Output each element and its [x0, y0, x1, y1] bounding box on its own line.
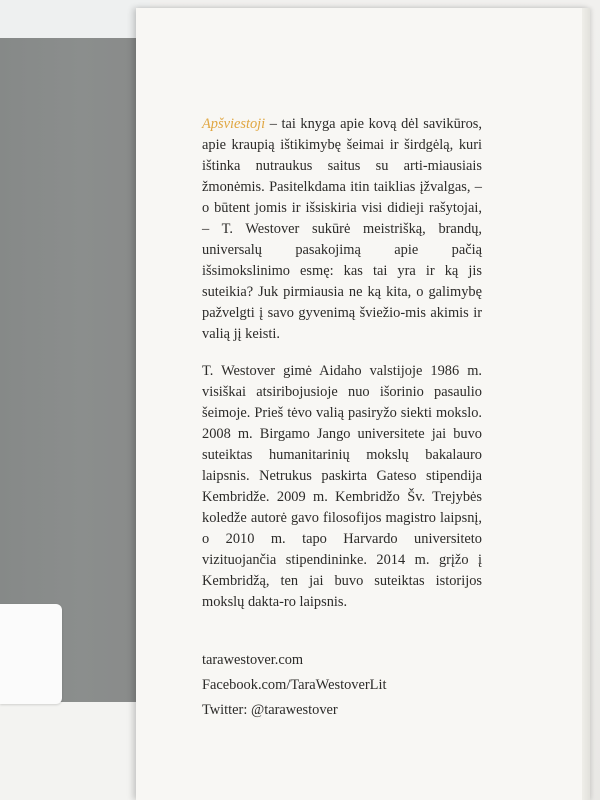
- author-bio-paragraph: T. Westover gimė Aidaho valstijoje 1986 m. visiškai atsiribojusioje nuo išorinio pasaulio šeimoje. Prieš tėvo valią pasiryžo siekti mokslo. 2008 m. Birgamo Jango universitete jai buvo suteiktas humanitarinių mokslų bakalauro laipsnis. Netrukus paskirta Gateso stipendija Kembridže. 2009 m. Kembridžo Šv. Trejybės koledže autorė gavo filosofijos magistro laipsnį, o 2010 m. tapo Harvardo universiteto vizituojančia stipendininke. 2014 m. grįžo į Kembridžą, ten jai buvo suteiktas istorijos mokslų dakta-ro laipsnis.: [202, 363, 482, 610]
- book-title: Apšviestoji: [202, 116, 266, 132]
- white-tab: [0, 604, 62, 704]
- twitter-link: Twitter: @tarawestover: [202, 702, 338, 718]
- table-surface: [0, 702, 140, 800]
- blurb-column: [202, 114, 482, 613]
- author-links: [202, 648, 386, 723]
- facebook-link: Facebook.com/TaraWestoverLit: [202, 677, 387, 693]
- blurb-text: – tai knyga apie kovą dėl savikūros, apie kraupią ištikimybę šeimai ir širdgėlą, kuri ištinka nutraukus saitus su arti-miausiais žmonėmis. Pasitelkdama itin taiklias įžvalgas, – o būtent jomis ir išsiskiria visi didieji rašytojai, – T. Westover sukūrė meistrišką, brandų, universalų pasakojimą apie pačią išsimokslinimo esmę: kas tai yra ir ką jis suteikia? Juk pirmiausia ne ką kita, o galimybę pažvelgti į savo gyvenimą šviežio-mis akimis ir valią jį keisti.: [202, 116, 482, 342]
- blurb-paragraph: [202, 114, 482, 345]
- website-link: tarawestover.com: [202, 652, 304, 668]
- book-page-edge: [582, 8, 590, 800]
- book-back-cover: [136, 8, 590, 800]
